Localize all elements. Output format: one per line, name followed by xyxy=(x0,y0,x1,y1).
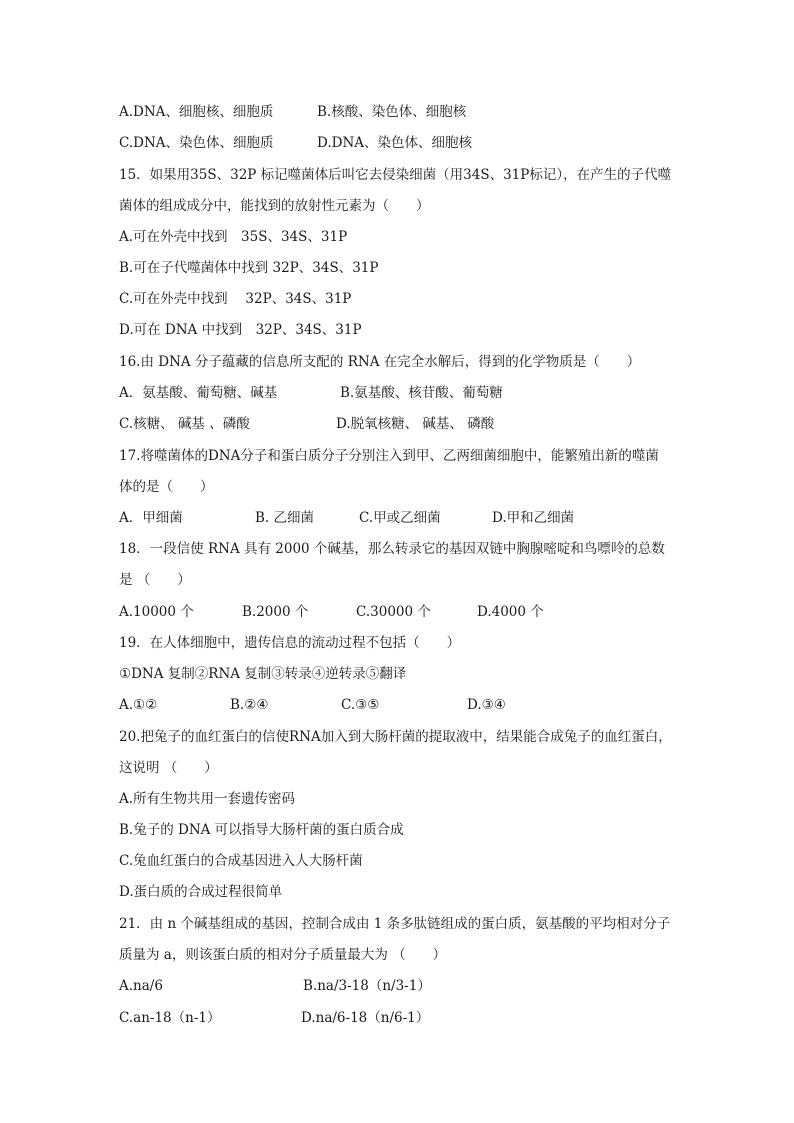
q16-stem: 16.由 DNA 分子蕴藏的信息所支配的 RNA 在完全水解后，得到的化学物质是（ ） xyxy=(119,354,641,370)
q16-option-c: C.核糖、 碱基 、磷酸 xyxy=(119,416,250,432)
q17-option-a: A．甲细菌 xyxy=(119,510,183,526)
q17-option-d: D.甲和乙细菌 xyxy=(492,510,575,526)
q18-option-b: B.2000 个 xyxy=(242,604,309,620)
q18-stem-line2: 是 （ ） xyxy=(119,572,191,588)
q19-option-d: D.③④ xyxy=(467,697,506,713)
q21-stem-line2: 质量为 a，则该蛋白质的相对分子质量最大为 （ ） xyxy=(119,947,447,963)
q14-option-c: C.DNA、染色体、细胞质 xyxy=(119,135,274,151)
q19-option-a: A.①② xyxy=(119,697,158,713)
q14-option-a: A.DNA、细胞核、细胞质 xyxy=(119,104,274,120)
q15-stem-line1: 15．如果用35S、32P 标记噬菌体后叫它去侵染细菌（用34S、31P标记），在产生的子代噬 xyxy=(119,167,672,183)
q20-option-d: D.蛋白质的合成过程很简单 xyxy=(119,884,283,900)
q16-option-b: B.氨基酸、核苷酸、葡萄糖 xyxy=(340,385,503,401)
q15-option-c: C.可在外壳中找到 32P、34S、31P xyxy=(119,291,352,307)
q14-option-d: D.DNA、染色体、细胞核 xyxy=(317,135,473,151)
q16-option-d: D.脱氧核糖、 碱基、 磷酸 xyxy=(336,416,495,432)
q18-option-d: D.4000 个 xyxy=(477,604,544,620)
q15-option-d: D.可在 DNA 中找到 32P、34S、31P xyxy=(119,322,362,338)
q16-option-a: A．氨基酸、葡萄糖、碱基 xyxy=(119,385,278,401)
q20-option-b: B.兔子的 DNA 可以指导大肠杆菌的蛋白质合成 xyxy=(119,822,404,838)
q21-option-a: A.na/6 xyxy=(119,978,163,994)
q20-stem-line1: 20.把兔子的血红蛋白的信使RNA加入到大肠杆菌的提取液中，结果能合成兔子的血红蛋白， xyxy=(119,729,672,745)
q18-option-a: A.10000 个 xyxy=(119,604,194,620)
q17-stem-line1: 17.将噬菌体的DNA分子和蛋白质分子分别注入到甲、乙两细菌细胞中，能繁殖出新的噬菌 xyxy=(119,448,659,464)
q19-items: ①DNA 复制②RNA 复制③转录④逆转录⑤翻译 xyxy=(119,666,407,682)
q14-option-b: B.核酸、染色体、细胞核 xyxy=(317,104,467,120)
q18-option-c: C.30000 个 xyxy=(356,604,431,620)
q19-stem: 19．在人体细胞中，遗传信息的流动过程不包括（ ） xyxy=(119,635,461,651)
q15-option-a: A.可在外壳中找到 35S、34S、31P xyxy=(119,229,348,245)
q21-option-b: B.na/3-18（n/3-1） xyxy=(303,978,431,994)
q20-option-a: A.所有生物共用一套遗传密码 xyxy=(119,791,296,807)
q15-option-b: B.可在子代噬菌体中找到 32P、34S、31P xyxy=(119,260,379,276)
q17-option-c: C.甲或乙细菌 xyxy=(359,510,441,526)
q19-option-b: B.②④ xyxy=(230,697,269,713)
q15-stem-line2: 菌体的组成成分中，能找到的放射性元素为（ ） xyxy=(119,198,430,214)
q20-option-c: C.兔血红蛋白的合成基因进入人大肠杆菌 xyxy=(119,853,363,869)
q21-stem-line1: 21．由 n 个碱基组成的基因，控制合成由 1 条多肽链组成的蛋白质，氨基酸的平均相对分子 xyxy=(119,916,671,932)
q17-option-b: B. 乙细菌 xyxy=(255,510,315,526)
q21-option-d: D.na/6-18（n/6-1） xyxy=(301,1010,430,1026)
q19-option-c: C.③⑤ xyxy=(341,697,380,713)
q20-stem-line2: 这说明 （ ） xyxy=(119,760,218,776)
q21-option-c: C.an-18（n-1） xyxy=(119,1010,221,1026)
q18-stem-line1: 18．一段信使 RNA 具有 2000 个碱基，那么转录它的基因双链中胸腺嘧啶和鸟嘌呤的总数 xyxy=(119,541,665,557)
q17-stem-line2: 体的是（ ） xyxy=(119,479,214,495)
